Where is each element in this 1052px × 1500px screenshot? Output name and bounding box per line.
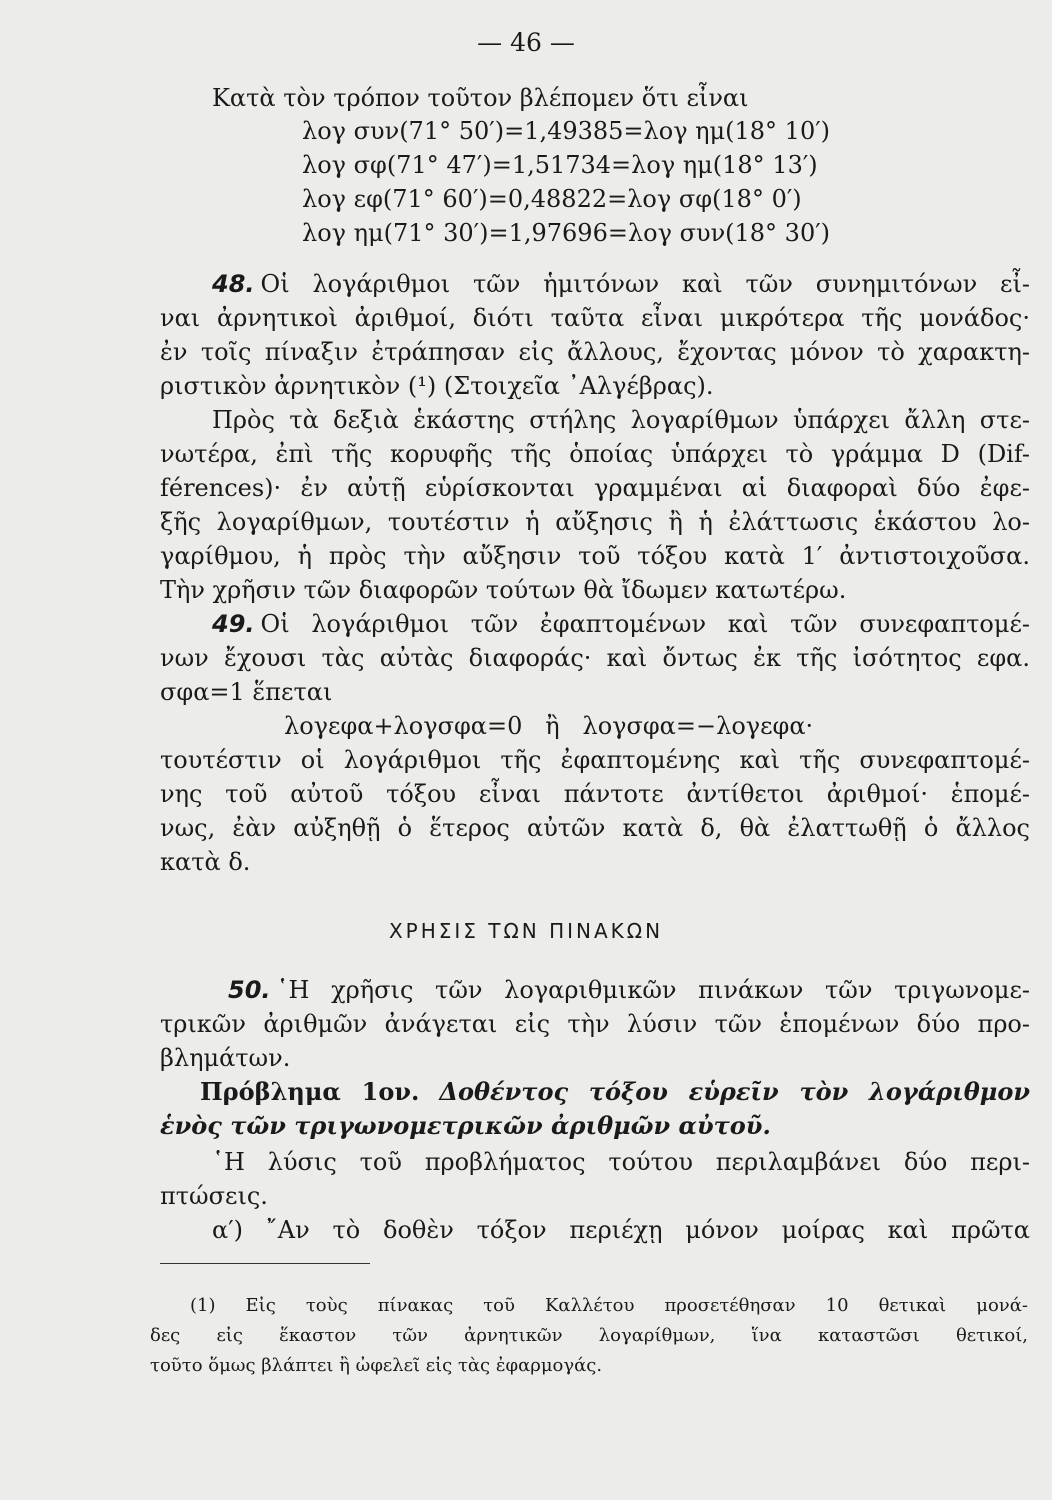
section-heading: ΧΡΗΣΙΣ ΤΩΝ ΠΙΝΑΚΩΝ (388, 919, 664, 943)
section-49-line-4: τουτέστιν οἱ λογάριθμοι τῆς ἐφαπτομένης καὶ τῆς συνεφαπτομέ- (160, 746, 1030, 774)
section-50-number: 50. (228, 976, 271, 1004)
section-48-line-2: ναι ἀρνητικοὶ ἀριθμοί, διότι ταῦτα εἶναι μικρότερα τῆς μονάδος· (160, 304, 1030, 332)
section-48-line-8: ξῆς λογαρίθμων, τουτέστιν ἡ αὔξησις ἢ ἡ ἐλάττωσις ἑκάστου λο- (160, 508, 1030, 536)
page-number: — 46 — (477, 28, 575, 57)
problem-label: Πρόβλημα 1ον. (200, 1077, 420, 1106)
section-48-line-6: νωτέρα, ἐπὶ τῆς κορυφῆς τῆς ὁποίας ὑπάρχει τὸ γράμμα D (Dif- (160, 440, 1030, 468)
intro-line: Κατὰ τὸν τρόπον τοῦτον βλέπομεν ὅτι εἶναι (212, 84, 749, 112)
equation-1: λογ συν(71° 50′)=1,49385=λογ ημ(18° 10′) (302, 117, 831, 145)
section-49-line-6: νως, ἐὰν αὐξηθῇ ὁ ἕτερος αὐτῶν κατὰ δ, θὰ ἐλαττωθῇ ὁ ἄλλος (160, 814, 1030, 842)
section-49-line-5: νης τοῦ αὐτοῦ τόξου εἶναι πάντοτε ἀντίθετοι ἀριθμοί· ἑπομέ- (160, 780, 1030, 808)
section-50-line-1: 50. ῾Η χρῆσις τῶν λογαριθμικῶν πινάκων τῶν τριγωνομε- (228, 976, 1030, 1004)
problem-line-1: ῾Η λύσις τοῦ προβλήματος τούτου περιλαμβάνει δύο περι- (212, 1148, 1030, 1176)
section-50-line-3: βλημάτων. (160, 1044, 291, 1072)
equation-3: λογ εφ(71° 60′)=0,48822=λογ σφ(18° 0′) (302, 185, 802, 213)
section-48-number: 48. (212, 270, 255, 298)
problem-title-line-2: ἑνὸς τῶν τριγωνομετρικῶν ἀριθμῶν αὐτοῦ. (160, 1111, 771, 1140)
problem-line-3: α′) ῎Αν τὸ δοθὲν τόξον περιέχῃ μόνον μοίρας καὶ πρῶτα (212, 1216, 1030, 1244)
section-48-line-7: férences)· ἐν αὐτῇ εὑρίσκονται γραμμέναι αἱ διαφοραὶ δύο ἐφε- (160, 474, 1030, 502)
section-49-line-3: σφα=1 ἕπεται (160, 678, 333, 706)
footnote-divider (160, 1263, 370, 1264)
footnote-line-3: τοῦτο ὅμως βλάπτει ἢ ὠφελεῖ εἰς τὰς ἐφαρμογάς. (150, 1355, 603, 1376)
section-48-line-1: 48. Οἱ λογάριθμοι τῶν ἡμιτόνων καὶ τῶν συνημιτόνων εἶ- (212, 270, 1030, 298)
section-49-formula: λογεφα+λογσφα=0 ἢ λογσφα=−λογεφα· (284, 712, 814, 740)
section-49-number: 49. (212, 610, 255, 638)
equation-2: λογ σφ(71° 47′)=1,51734=λογ ημ(18° 13′) (302, 151, 818, 179)
section-48-line-5: Πρὸς τὰ δεξιὰ ἑκάστης στήλης λογαρίθμων ὑπάρχει ἄλλη στε- (212, 406, 1030, 434)
footnote-line-2: δες εἰς ἕκαστον τῶν ἀρνητικῶν λογαρίθμων, ἵνα καταστῶσι θετικοί, (150, 1325, 1028, 1346)
footnote-line-1: (1) Εἰς τοὺς πίνακας τοῦ Καλλέτου προσετέθησαν 10 θετικαὶ μονά- (190, 1295, 1028, 1316)
problem-title-line-1: Πρόβλημα 1ον. Δοθέντος τόξου εὑρεῖν τὸν λογάριθμον (200, 1077, 1030, 1106)
section-49-line-1: 49. Οἱ λογάριθμοι τῶν ἐφαπτομένων καὶ τῶν συνεφαπτομέ- (212, 610, 1030, 638)
equation-4: λογ ημ(71° 30′)=1,97696=λογ συν(18° 30′) (302, 219, 831, 247)
section-49-line-7: κατὰ δ. (160, 848, 251, 876)
section-49-line-2: νων ἔχουσι τὰς αὐτὰς διαφοράς· καὶ ὄντως ἐκ τῆς ἰσότητος εφα. (160, 644, 1030, 672)
section-48-line-9: γαρίθμου, ἡ πρὸς τὴν αὔξησιν τοῦ τόξου κατὰ 1′ ἀντιστοιχοῦσα. (160, 542, 1030, 570)
section-48-line-3: ἐν τοῖς πίναξιν ἐτράπησαν εἰς ἄλλους, ἔχοντας μόνον τὸ χαρακτη- (160, 338, 1030, 366)
section-48-line-4: ριστικὸν ἀρνητικὸν (¹) (Στοιχεῖα ᾿Αλγέβρας). (160, 372, 714, 400)
section-50-line-2: τρικῶν ἀριθμῶν ἀνάγεται εἰς τὴν λύσιν τῶν ἑπομένων δύο προ- (160, 1010, 1030, 1038)
problem-line-2: πτώσεις. (160, 1182, 268, 1210)
section-48-line-10: Τὴν χρῆσιν τῶν διαφορῶν τούτων θὰ ἴδωμεν κατωτέρω. (160, 576, 847, 604)
